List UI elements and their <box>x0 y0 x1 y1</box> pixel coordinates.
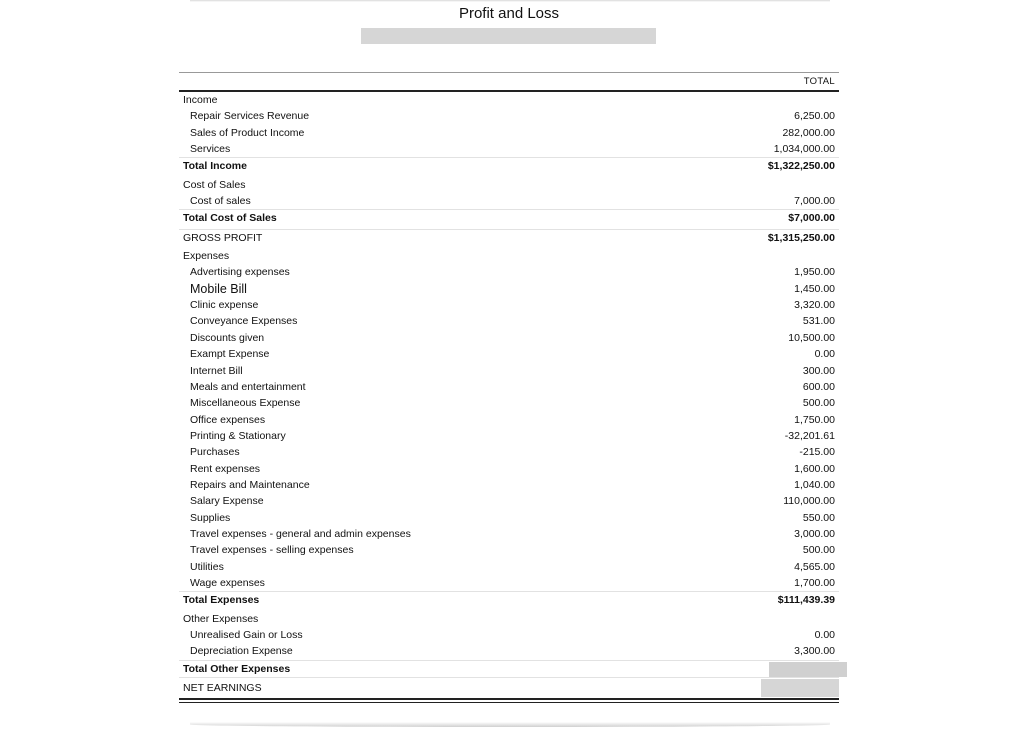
gross-profit-row <box>179 229 839 246</box>
table-row <box>179 395 839 411</box>
row-label: Travel expenses - selling expenses <box>190 544 354 557</box>
table-row <box>179 346 839 362</box>
row-label: Discounts given <box>190 331 265 344</box>
row-value: 500.00 <box>802 397 835 410</box>
row-label: Clinic expense <box>190 299 259 312</box>
row-label: Miscellaneous Expense <box>190 397 301 410</box>
row-value: 3,300.00 <box>794 645 835 658</box>
net-earnings-row <box>179 677 839 698</box>
redacted-value <box>761 679 839 697</box>
redacted-subtitle <box>361 28 656 44</box>
row-value: 600.00 <box>802 380 835 393</box>
table-row <box>179 444 839 460</box>
row-label: Wage expenses <box>190 576 265 589</box>
total-income-row <box>179 157 839 174</box>
row-label: Mobile Bill <box>190 281 247 296</box>
row-label: Utilities <box>190 560 224 573</box>
row-value: 1,950.00 <box>794 266 835 279</box>
row-label: Cost of sales <box>190 195 251 208</box>
column-header-row <box>179 73 839 92</box>
page-top-edge <box>190 0 830 2</box>
table-row <box>179 412 839 428</box>
table-row <box>179 428 839 444</box>
total-label: Total Other Expenses <box>183 662 291 675</box>
table-row <box>179 575 839 591</box>
row-label: Depreciation Expense <box>190 645 293 658</box>
row-value: 110,000.00 <box>783 495 835 508</box>
row-label: Printing & Stationary <box>190 429 286 442</box>
section-heading-income <box>179 92 839 108</box>
table-row <box>179 379 839 395</box>
gross-profit-value: $1,315,250.00 <box>767 231 835 244</box>
row-value: 3,000.00 <box>794 527 835 540</box>
table-row <box>179 461 839 477</box>
total-value: $111,439.39 <box>777 594 835 607</box>
column-header-total: TOTAL <box>803 76 835 87</box>
net-earnings-label: NET EARNINGS <box>183 682 262 695</box>
table-row <box>179 193 839 209</box>
report-title: Profit and Loss <box>458 5 560 22</box>
row-label: Conveyance Expenses <box>190 315 298 328</box>
table-row <box>179 264 839 280</box>
row-value: 1,040.00 <box>794 478 835 491</box>
row-value: -215.00 <box>799 446 835 459</box>
section-heading: Expenses <box>183 250 230 263</box>
total-label: Total Cost of Sales <box>183 212 277 225</box>
row-label: Unrealised Gain or Loss <box>190 629 303 641</box>
section-heading-cost-of-sales <box>179 177 839 193</box>
table-row <box>179 125 839 141</box>
row-label: Internet Bill <box>190 364 243 377</box>
table-row <box>179 643 839 659</box>
double-underline <box>179 698 839 703</box>
row-label: Office expenses <box>190 413 266 426</box>
row-value: 500.00 <box>802 544 835 557</box>
row-value: 550.00 <box>802 511 835 524</box>
row-label: Travel expenses - general and admin expenses <box>190 527 411 540</box>
row-value: 1,700.00 <box>794 576 835 589</box>
table-row <box>179 313 839 329</box>
section-heading-other-expenses <box>179 611 839 627</box>
row-value: 1,034,000.00 <box>773 143 835 156</box>
table-row <box>179 281 839 297</box>
row-value: 0.00 <box>814 629 835 641</box>
row-label: Purchases <box>190 446 240 459</box>
section-heading-expenses <box>179 248 839 264</box>
table-row <box>179 108 839 124</box>
total-cost-of-sales-row <box>179 209 839 226</box>
total-value: $1,322,250.00 <box>767 160 835 173</box>
row-value: 531.00 <box>802 315 835 328</box>
row-label: Supplies <box>190 511 231 524</box>
table-row <box>179 330 839 346</box>
row-label: Repair Services Revenue <box>190 110 310 123</box>
row-label: Services <box>190 143 231 156</box>
total-value: $7,000.00 <box>788 212 835 225</box>
row-label: Repairs and Maintenance <box>190 478 310 491</box>
row-value: 300.00 <box>802 364 835 377</box>
total-label: Total Income <box>183 160 247 173</box>
table-row <box>179 559 839 575</box>
row-value: 10,500.00 <box>788 331 835 344</box>
row-value: 1,600.00 <box>794 462 835 475</box>
table-row <box>179 526 839 542</box>
redacted-value <box>769 662 847 677</box>
table-row <box>179 141 839 157</box>
table-row <box>179 542 839 558</box>
section-heading: Income <box>183 94 218 106</box>
table-row <box>179 297 839 313</box>
row-label: Meals and entertainment <box>190 380 306 393</box>
profit-loss-table <box>179 72 839 703</box>
row-label: Sales of Product Income <box>190 126 305 139</box>
row-value: 3,320.00 <box>794 299 835 312</box>
table-row <box>179 493 839 509</box>
table-row <box>179 477 839 493</box>
row-value: 7,000.00 <box>794 195 835 208</box>
row-value: 1,750.00 <box>794 413 835 426</box>
row-value: 282,000.00 <box>782 126 835 139</box>
section-heading: Other Expenses <box>183 612 259 625</box>
table-row <box>179 627 839 643</box>
row-value: 0.00 <box>814 348 835 361</box>
row-value: -32,201.61 <box>784 429 835 442</box>
row-value: 4,565.00 <box>794 560 835 573</box>
total-label: Total Expenses <box>183 594 260 607</box>
page-bottom-edge <box>190 722 830 727</box>
row-label: Rent expenses <box>190 462 261 475</box>
row-value: 1,450.00 <box>794 282 835 295</box>
total-expenses-row <box>179 591 839 608</box>
total-other-expenses-row <box>179 660 839 677</box>
gross-profit-label: GROSS PROFIT <box>183 231 263 244</box>
table-row <box>179 363 839 379</box>
row-label: Advertising expenses <box>190 266 290 279</box>
row-label: Exampt Expense <box>190 348 270 361</box>
row-label: Salary Expense <box>190 495 264 508</box>
row-value: 6,250.00 <box>794 110 835 123</box>
section-heading: Cost of Sales <box>183 178 246 191</box>
table-row <box>179 510 839 526</box>
